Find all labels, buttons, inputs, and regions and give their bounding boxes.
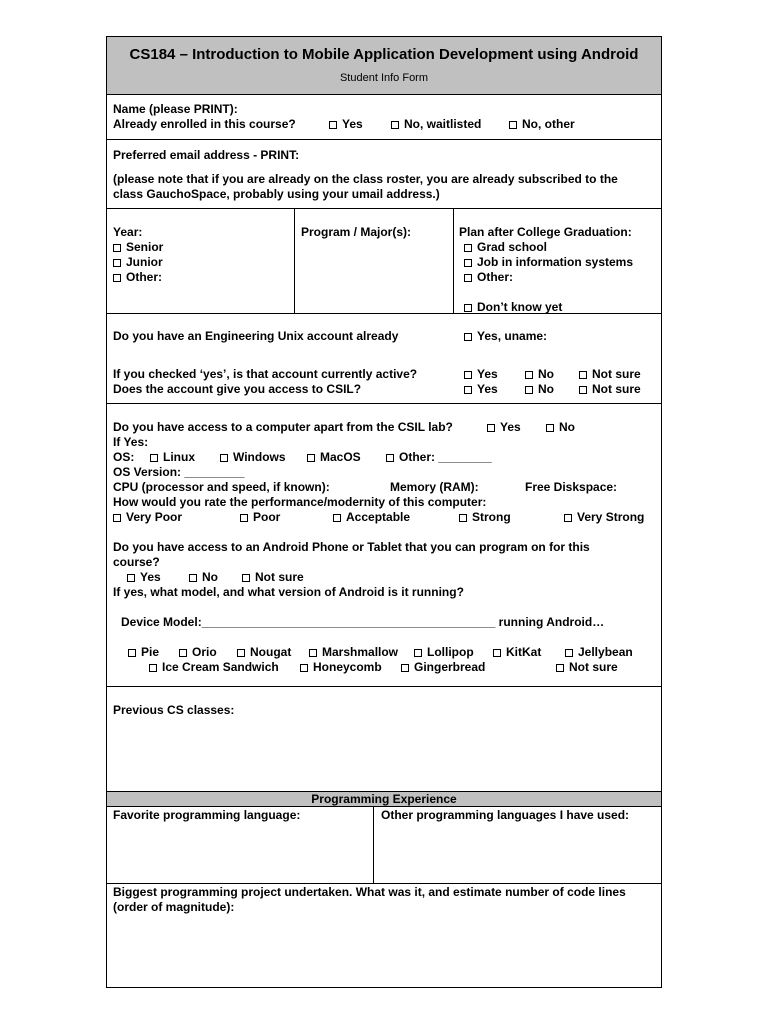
version-nougat-option[interactable]: Nougat xyxy=(237,645,291,660)
checkbox[interactable] xyxy=(464,386,472,394)
os-linux-option[interactable]: Linux xyxy=(150,450,195,465)
if-yes-label: If Yes: xyxy=(113,435,149,449)
version-marshmallow-option[interactable]: Marshmallow xyxy=(309,645,398,660)
rate-very-strong-option[interactable]: Very Strong xyxy=(564,510,644,525)
checkbox[interactable] xyxy=(565,649,573,657)
plan-grad-school-option[interactable]: Grad school xyxy=(464,240,547,255)
year-other-option[interactable]: Other: xyxy=(113,270,162,285)
checkbox[interactable] xyxy=(113,514,121,522)
computer-section xyxy=(107,403,661,687)
biggest-project-line1: Biggest programming project undertaken. What was it, and estimate number of code lines xyxy=(113,885,626,899)
computer-question: Do you have access to a computer apart from the CSIL lab? xyxy=(113,420,453,434)
version-jellybean-option[interactable]: Jellybean xyxy=(565,645,633,660)
languages-section xyxy=(107,806,661,884)
csil-not-sure-option[interactable]: Not sure xyxy=(579,382,641,397)
version-honeycomb-option[interactable]: Honeycomb xyxy=(300,660,382,675)
checkbox[interactable] xyxy=(464,259,472,267)
rate-acceptable-option[interactable]: Acceptable xyxy=(333,510,410,525)
active-question: If you checked ‘yes’, is that account currently active? xyxy=(113,367,418,381)
version-orio-option[interactable]: Orio xyxy=(179,645,217,660)
csil-yes-option[interactable]: Yes xyxy=(464,382,498,397)
checkbox[interactable] xyxy=(113,274,121,282)
checkbox[interactable] xyxy=(242,574,250,582)
enrolled-label: Already enrolled in this course? xyxy=(113,117,296,131)
checkbox[interactable] xyxy=(189,574,197,582)
checkbox[interactable] xyxy=(564,514,572,522)
checkbox[interactable] xyxy=(237,649,245,657)
unix-question: Do you have an Engineering Unix account already xyxy=(113,329,399,343)
plan-dont-know-option[interactable]: Don’t know yet xyxy=(464,300,562,315)
enrolled-other-option[interactable]: No, other xyxy=(509,117,575,132)
version-ice-cream-sandwich-option[interactable]: Ice Cream Sandwich xyxy=(149,660,279,675)
plan-job-option[interactable]: Job in information systems xyxy=(464,255,633,270)
checkbox[interactable] xyxy=(464,371,472,379)
biggest-project-line2: (order of magnitude): xyxy=(113,900,235,914)
year-section xyxy=(107,208,661,314)
os-other-option[interactable]: Other: ________ xyxy=(386,450,492,465)
checkbox[interactable] xyxy=(525,371,533,379)
other-languages-label: Other programming languages I have used: xyxy=(381,808,630,822)
checkbox[interactable] xyxy=(391,121,399,129)
os-version-label: OS Version: _________ xyxy=(113,465,245,479)
rate-question: How would you rate the performance/modernity of this computer: xyxy=(113,495,487,509)
checkbox[interactable] xyxy=(128,649,136,657)
unix-yes-uname-option[interactable]: Yes, uname: xyxy=(464,329,547,344)
checkbox[interactable] xyxy=(509,121,517,129)
android-yes-option[interactable]: Yes xyxy=(127,570,161,585)
active-no-option[interactable]: No xyxy=(525,367,554,382)
android-model-question: If yes, what model, and what version of Android is it running? xyxy=(113,585,464,599)
biggest-project-section xyxy=(107,883,661,989)
enrolled-yes-option[interactable]: Yes xyxy=(329,117,363,132)
csil-no-option[interactable]: No xyxy=(525,382,554,397)
checkbox[interactable] xyxy=(579,371,587,379)
rate-poor-option[interactable]: Poor xyxy=(240,510,280,525)
checkbox[interactable] xyxy=(546,424,554,432)
checkbox[interactable] xyxy=(459,514,467,522)
checkbox[interactable] xyxy=(464,274,472,282)
checkbox[interactable] xyxy=(240,514,248,522)
checkbox[interactable] xyxy=(525,386,533,394)
email-note-line2: class GauchoSpace, probably using your umail address.) xyxy=(113,187,440,201)
checkbox[interactable] xyxy=(113,244,121,252)
previous-classes-label: Previous CS classes: xyxy=(113,703,235,717)
plan-label: Plan after College Graduation: xyxy=(459,225,632,239)
checkbox[interactable] xyxy=(300,664,308,672)
android-not-sure-option[interactable]: Not sure xyxy=(242,570,304,585)
year-label: Year: xyxy=(113,225,143,239)
checkbox[interactable] xyxy=(329,121,337,129)
student-info-form xyxy=(106,36,662,988)
checkbox[interactable] xyxy=(309,649,317,657)
rate-strong-option[interactable]: Strong xyxy=(459,510,511,525)
program-label: Program / Major(s): xyxy=(301,225,412,239)
year-junior-option[interactable]: Junior xyxy=(113,255,163,270)
favorite-language-label: Favorite programming language: xyxy=(113,808,301,822)
checkbox[interactable] xyxy=(556,664,564,672)
checkbox[interactable] xyxy=(401,664,409,672)
email-section xyxy=(107,139,661,209)
checkbox[interactable] xyxy=(464,333,472,341)
active-not-sure-option[interactable]: Not sure xyxy=(579,367,641,382)
checkbox[interactable] xyxy=(464,244,472,252)
version-gingerbread-option[interactable]: Gingerbread xyxy=(401,660,485,675)
os-macos-option[interactable]: MacOS xyxy=(307,450,361,465)
active-yes-option[interactable]: Yes xyxy=(464,367,498,382)
column-divider xyxy=(294,209,295,314)
version-pie-option[interactable]: Pie xyxy=(128,645,159,660)
form-title: CS184 – Introduction to Mobile Application Development using Android xyxy=(129,46,639,63)
disk-label: Free Diskspace: xyxy=(525,480,618,494)
checkbox[interactable] xyxy=(386,454,394,462)
checkbox[interactable] xyxy=(487,424,495,432)
checkbox[interactable] xyxy=(179,649,187,657)
version-not-sure-option[interactable]: Not sure xyxy=(556,660,618,675)
name-label: Name (please PRINT): xyxy=(113,102,238,116)
checkbox[interactable] xyxy=(493,649,501,657)
cpu-label: CPU (processor and speed, if known): xyxy=(113,480,330,494)
email-note-line1: (please note that if you are already on the class roster, you are already subscribed to the xyxy=(113,172,618,186)
computer-no-option[interactable]: No xyxy=(546,420,575,435)
checkbox[interactable] xyxy=(307,454,315,462)
checkbox[interactable] xyxy=(127,574,135,582)
form-header xyxy=(107,37,661,94)
checkbox[interactable] xyxy=(579,386,587,394)
programming-experience-header xyxy=(107,791,661,807)
name-section xyxy=(107,94,661,140)
android-no-option[interactable]: No xyxy=(189,570,218,585)
previous-classes-section xyxy=(107,686,661,792)
android-question-line2: course? xyxy=(113,555,160,569)
checkbox[interactable] xyxy=(333,514,341,522)
csil-question: Does the account give you access to CSIL? xyxy=(113,382,362,396)
checkbox[interactable] xyxy=(464,304,472,312)
computer-yes-option[interactable]: Yes xyxy=(487,420,521,435)
column-divider xyxy=(453,209,454,314)
checkbox[interactable] xyxy=(220,454,228,462)
year-senior-option[interactable]: Senior xyxy=(113,240,163,255)
version-lollipop-option[interactable]: Lollipop xyxy=(414,645,474,660)
column-divider xyxy=(373,807,374,884)
programming-experience-title: Programming Experience xyxy=(311,792,457,806)
android-question-line1: Do you have access to an Android Phone or Tablet that you can program on for this xyxy=(113,540,590,554)
checkbox[interactable] xyxy=(149,664,157,672)
plan-other-option[interactable]: Other: xyxy=(464,270,513,285)
device-model-field[interactable]: Device Model:____________________________________________ running Android… xyxy=(121,615,605,629)
os-windows-option[interactable]: Windows xyxy=(220,450,286,465)
memory-label: Memory (RAM): xyxy=(390,480,479,494)
checkbox[interactable] xyxy=(414,649,422,657)
checkbox[interactable] xyxy=(113,259,121,267)
enrolled-waitlisted-option[interactable]: No, waitlisted xyxy=(391,117,481,132)
rate-very-poor-option[interactable]: Very Poor xyxy=(113,510,182,525)
email-label: Preferred email address - PRINT: xyxy=(113,148,300,162)
os-label: OS: xyxy=(113,450,135,464)
version-kitkat-option[interactable]: KitKat xyxy=(493,645,541,660)
form-subtitle: Student Info Form xyxy=(339,72,429,84)
unix-section xyxy=(107,313,661,404)
checkbox[interactable] xyxy=(150,454,158,462)
